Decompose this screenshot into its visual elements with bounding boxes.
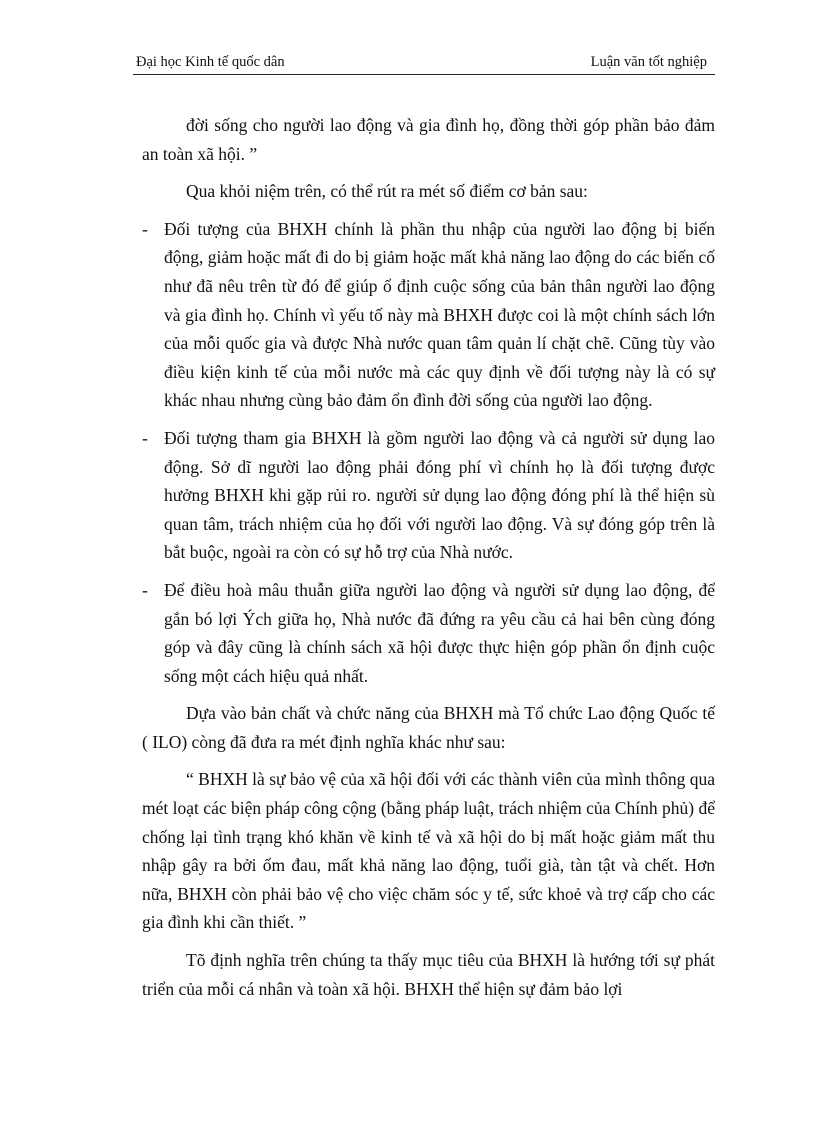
paragraph-ilo-intro: Dựa vào bản chất và chức năng của BHXH mà Tổ chức Lao động Quốc tế ( ILO) còng đã đưa ra mét định nghĩa khác như sau:	[142, 703, 715, 752]
list-item	[142, 576, 715, 690]
list-item-text: Đối tượng của BHXH chính là phần thu nhập của người lao động bị biến động, giảm hoặc mất đi do bị giảm hoặc mất khả năng lao động do các biến cố như đã nêu trên từ đó để giúp ổ định cuộc sống của bản thân người lao động và gia đình họ. Chính vì yếu tố này mà BHXH được coi là một chính sách lớn của mỗi quốc gia và được Nhà nước quan tâm quản lí chặt chẽ. Cũng tùy vào điều kiện kinh tế của mỗi nước mà các quy định về đối tượng này là có sự khác nhau nhưng cùng bảo đảm ổn đình đời sống của người lao động.	[164, 218, 715, 411]
paragraph-conclusion: Tõ định nghĩa trên chúng ta thấy mục tiêu của BHXH là hướng tới sự phát triển của mỗi cá nhân và toàn xã hội. BHXH thể hiện sự đảm bảo lợi	[142, 950, 715, 999]
document-body	[142, 111, 715, 1003]
paragraph-ilo-quote: “ BHXH là sự bảo vệ của xã hội đối với các thành viên của mình thông qua mét loạt các biện pháp công cộng (bằng pháp luật, trách nhiệm của Chính phủ) để chống lại tình trạng khó khăn về kinh tế và xã hội do bị mất hoặc giảm mất thu nhập gây ra bởi ốm đau, mất khả năng lao động, tuổi già, tàn tật và chết. Hơn nữa, BHXH còn phải bảo vệ cho việc chăm sóc y tế, sức khoẻ và trợ cấp cho các gia đình khi cần thiết. ”	[142, 769, 715, 933]
header-right-text: Luận văn tốt nghiệp	[590, 54, 707, 70]
bullet-dash: -	[142, 218, 148, 239]
list-item-text: Để điều hoà mâu thuẫn giữa người lao động và người sử dụng lao động, để gắn bó lợi Ých giữa họ, Nhà nước đã đứng ra yêu cầu cả hai bên cùng đóng góp và đây cũng là chính sách xã hội được thực hiện góp phần ổn định cuộc sống một cách hiệu quả nhất.	[164, 579, 715, 686]
list-item	[142, 215, 715, 415]
list-item	[142, 424, 715, 567]
header-left-text: Đại học Kinh tế quốc dân	[136, 54, 285, 70]
bullet-list	[142, 215, 715, 691]
bullet-dash: -	[142, 579, 148, 600]
paragraph-continuation: đời sống cho người lao động và gia đình họ, đồng thời góp phần bảo đảm an toàn xã hội. ”	[142, 115, 715, 164]
paragraph-intro: Qua khỏi niệm trên, có thể rút ra mét số điểm cơ bản sau:	[186, 181, 588, 202]
list-item-text: Đối tượng tham gia BHXH là gồm người lao động và cả người sử dụng lao động. Sở dĩ người lao động phải đóng phí vì chính họ là đối tượng được hưởng BHXH khi gặp rủi ro. người sử dụng lao động đóng phí là thể hiện sù quan tâm, trách nhiệm của họ đối với người lao động. Và sự đóng góp trên là bắt buộc, ngoài ra còn có sự hỗ trợ của Nhà nước.	[164, 427, 715, 563]
page-header	[133, 52, 715, 75]
bullet-dash: -	[142, 427, 148, 448]
